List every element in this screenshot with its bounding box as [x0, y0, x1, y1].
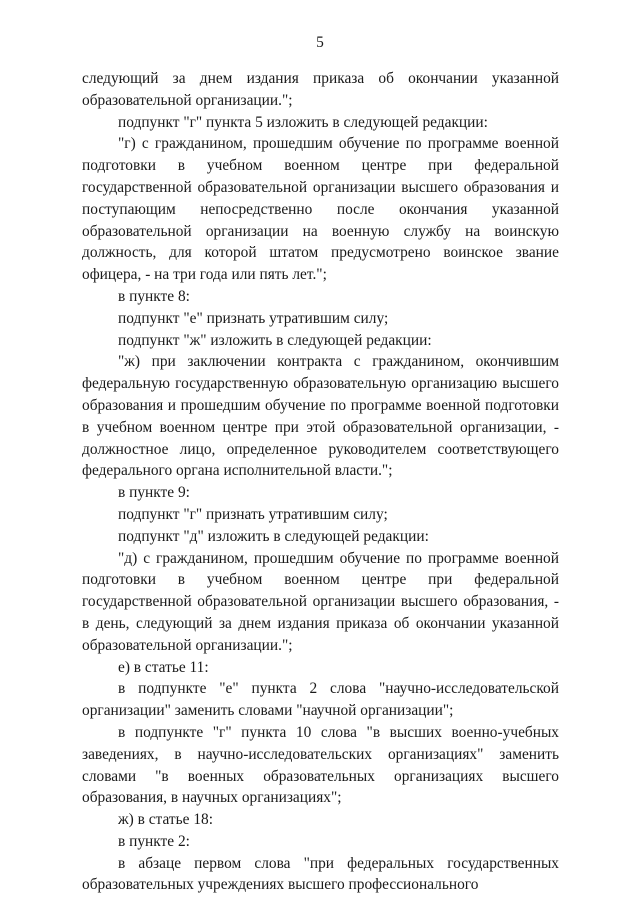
paragraph: "ж) при заключении контракта с гражданином, окончившим федеральную государственную образовательную организацию высшего образования и прошедшим обучение по программе военной подготовки в учебном военном центре при этой образовательной организации, - должностное лицо, определенное руководителем соответствующего федерального органа исполнительной власти.";	[82, 353, 559, 480]
paragraph: ж) в статье 18:	[118, 811, 213, 829]
document-body	[82, 68, 559, 896]
paragraph: в пункте 9:	[118, 484, 190, 502]
paragraph: подпункт "е" признать утратившим силу;	[118, 309, 389, 327]
paragraph: в пункте 2:	[118, 832, 190, 850]
paragraph: подпункт "г" пункта 5 изложить в следующей редакции:	[118, 113, 488, 131]
paragraph: подпункт "ж" изложить в следующей редакции:	[118, 331, 432, 349]
page-number: 5	[316, 34, 324, 51]
paragraph: в подпункте "е" пункта 2 слова "научно-исследовательской организации" заменить словами "научной организации";	[82, 680, 559, 720]
paragraph: подпункт "г" признать утратившим силу;	[118, 505, 388, 523]
paragraph: подпункт "д" изложить в следующей редакции:	[118, 527, 429, 545]
paragraph: "г) с гражданином, прошедшим обучение по программе военной подготовки в учебном военном центре при федеральной государственной образовательной организации высшего образования и поступающим непосредственно после окончания указанной образовательной организации на военную службу на воинскую должность, для которой штатом предусмотрено воинское звание офицера, - на три года или пять лет.";	[82, 135, 559, 284]
paragraph: в пункте 8:	[118, 287, 190, 305]
paragraph: "д) с гражданином, прошедшим обучение по программе военной подготовки в учебном военном центре при федеральной государственной образовательной организации высшего образования, - в день, следующий за днем издания приказа об окончании указанной образовательной организации.";	[82, 549, 559, 654]
paragraph: в подпункте "г" пункта 10 слова "в высших военно-учебных заведениях, в научно-исследовательских организациях" заменить словами "в военных образовательных организациях высшего образования, в научных организациях";	[82, 723, 559, 807]
paragraph: е) в статье 11:	[118, 658, 209, 676]
paragraph: следующий за днем издания приказа об окончании указанной образовательной организации.";	[82, 70, 559, 109]
paragraph: в абзаце первом слова "при федеральных государственных образовательных учреждениях высшего профессионального	[82, 854, 559, 894]
